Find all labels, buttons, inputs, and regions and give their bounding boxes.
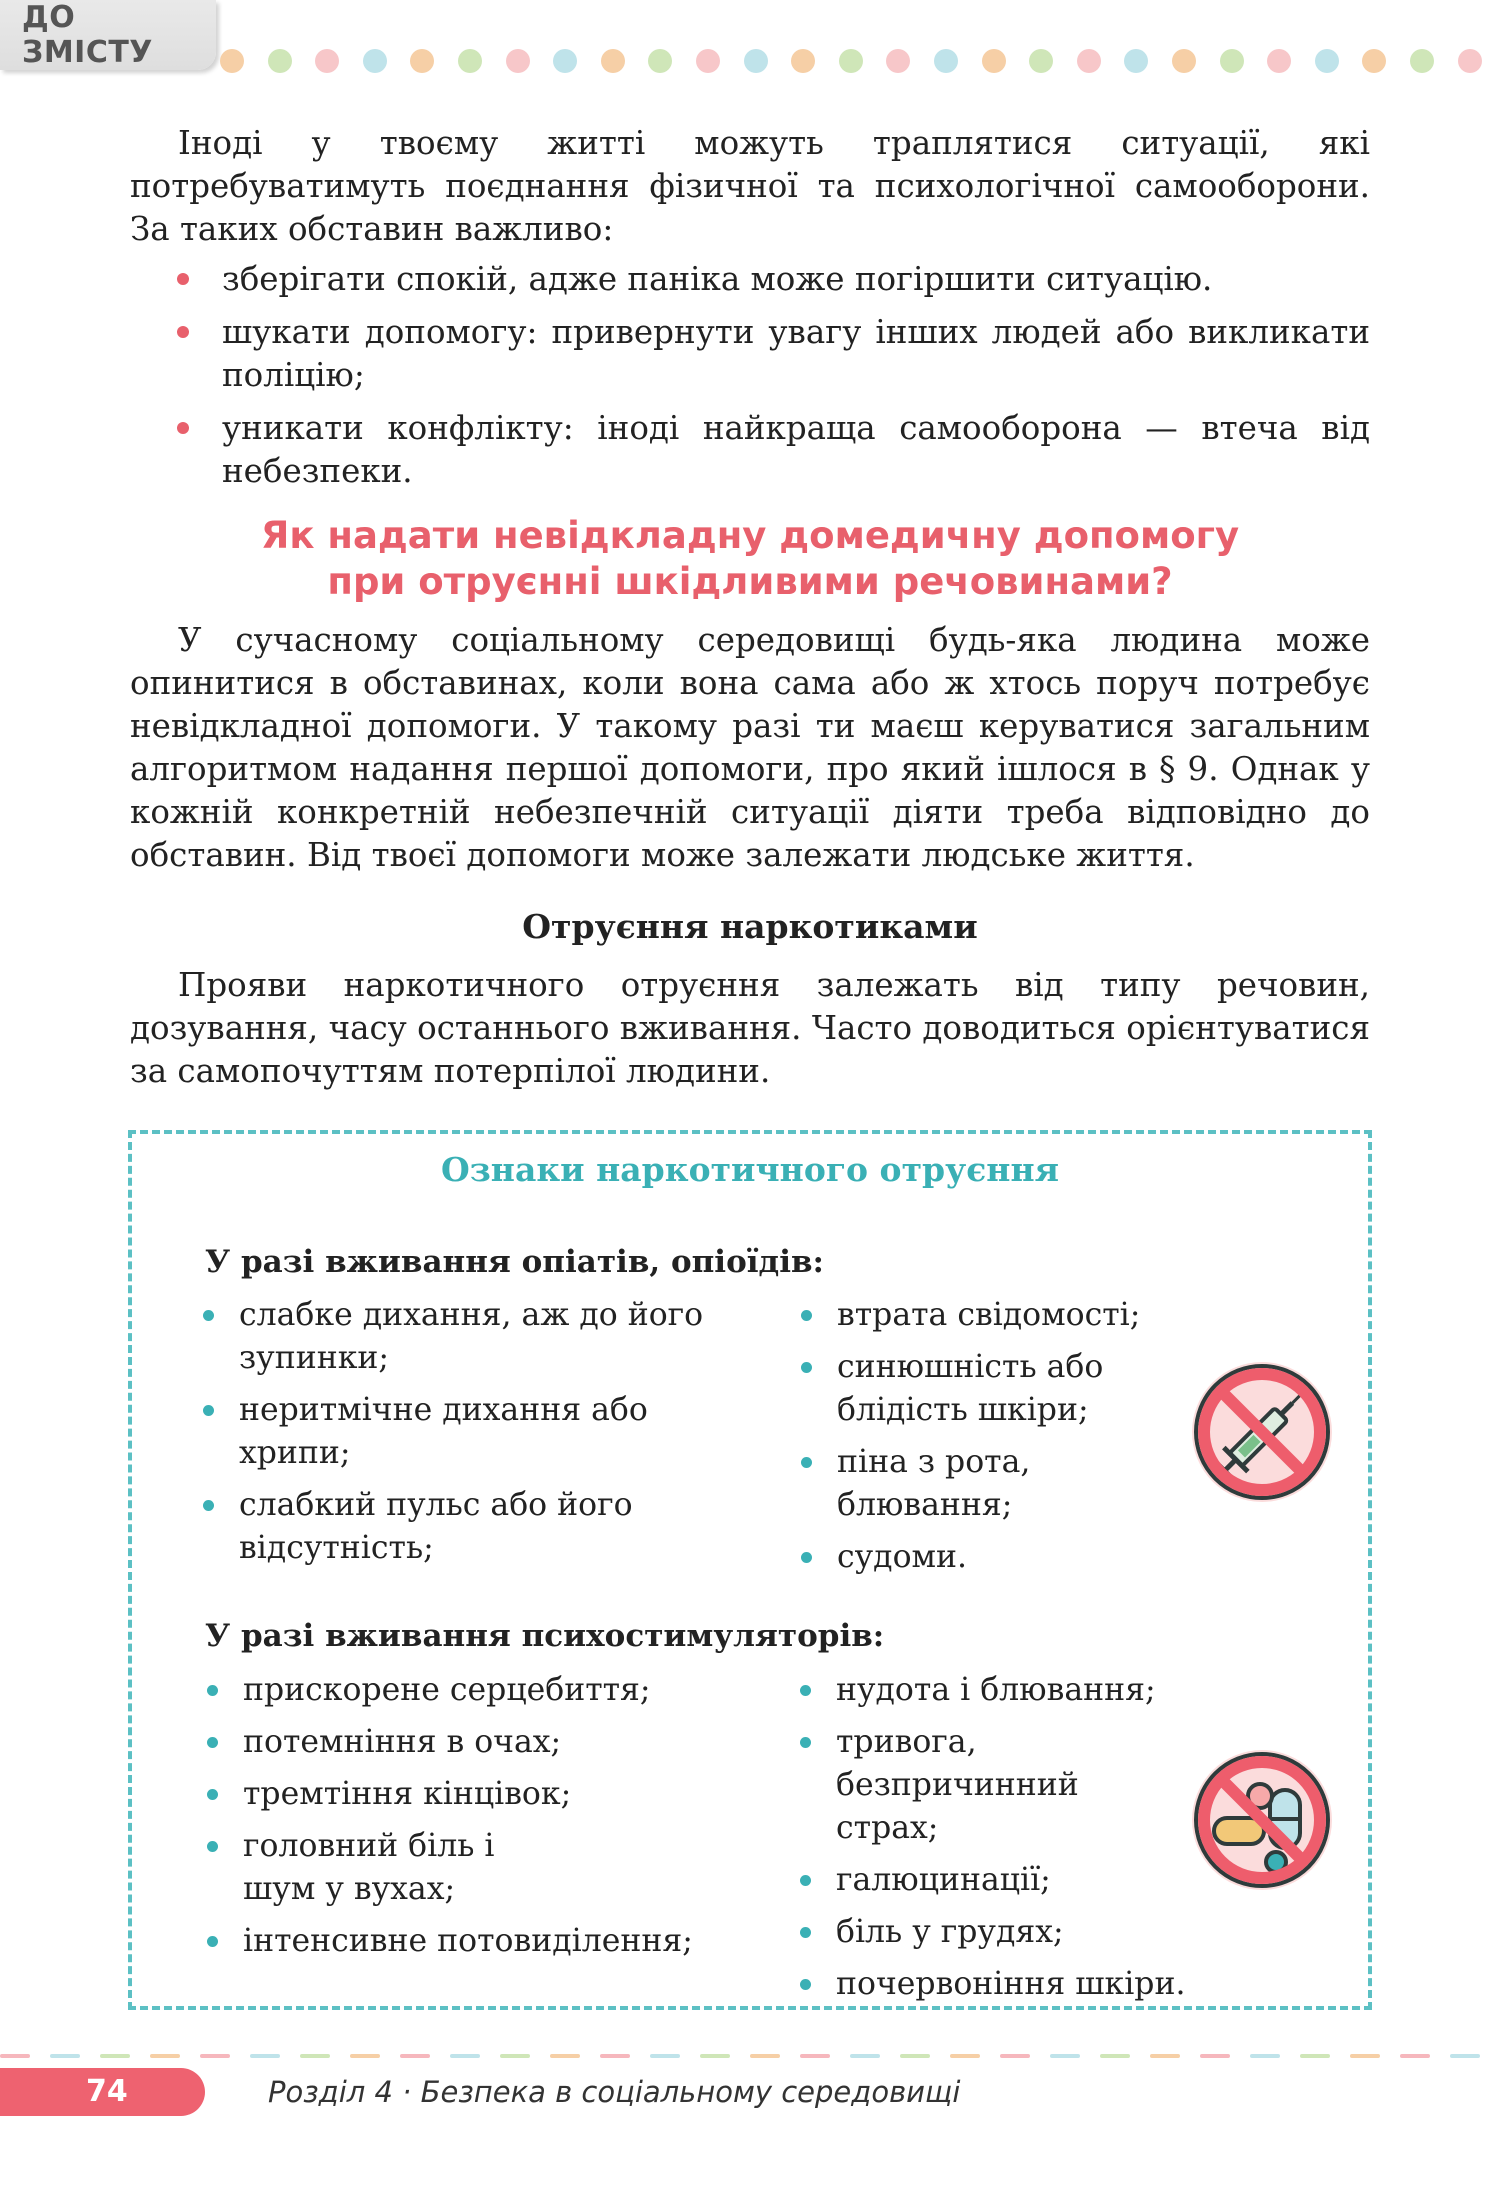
decorative-dash	[500, 2054, 530, 2058]
bullet-icon	[800, 1685, 811, 1696]
decorative-dash	[650, 2054, 680, 2058]
decorative-dash	[1450, 2054, 1480, 2058]
bullet-icon	[177, 273, 189, 285]
decorative-dash	[1350, 2054, 1380, 2058]
decorative-dash	[750, 2054, 780, 2058]
bullet-icon	[801, 1552, 812, 1563]
decorative-dot	[1029, 49, 1053, 73]
poisoning-subheading: Отруєння наркотиками	[522, 907, 978, 946]
decorative-dash	[1000, 2054, 1030, 2058]
no-syringe-icon	[1186, 1356, 1338, 1512]
list-item: втрата свідомості;	[801, 1294, 1201, 1337]
list-item: нудота і блювання;	[800, 1669, 1200, 1712]
list-item: піна з рота, блювання;	[801, 1441, 1201, 1527]
decorative-dash	[400, 2054, 430, 2058]
decorative-dash	[700, 2054, 730, 2058]
decorative-dash	[1100, 2054, 1130, 2058]
bullet-icon	[801, 1310, 812, 1321]
decorative-dash	[1400, 2054, 1430, 2058]
intro-bullet-list	[130, 258, 1370, 503]
list-item: зберігати спокій, адже паніка може погіршити ситуацію.	[130, 258, 1370, 301]
decorative-dot	[934, 49, 958, 73]
decorative-dash	[200, 2054, 230, 2058]
chapter-title: Розділ 4 · Безпека в соціальному середовищі	[268, 2075, 961, 2109]
decorative-dot	[1362, 49, 1386, 73]
decorative-dot	[791, 49, 815, 73]
decorative-dot	[696, 49, 720, 73]
decorative-dot	[1458, 49, 1482, 73]
decorative-dash	[250, 2054, 280, 2058]
list-item: тривога, безпричинний страх;	[800, 1721, 1200, 1850]
decorative-dot	[1172, 49, 1196, 73]
list-item: уникати конфлікту: іноді найкраща самооборона — втеча від небезпеки.	[130, 407, 1370, 493]
bullet-icon	[801, 1362, 812, 1373]
intro-paragraph: Іноді у твоєму житті можуть траплятися ситуації, які потребуватимуть поєднання фізичної та психологічної самооборони. За таких обставин важливо:	[130, 124, 1370, 248]
list-item: судоми.	[801, 1536, 1201, 1579]
decorative-dot	[1267, 49, 1291, 73]
list-item: слабкий пульс або його відсутність;	[203, 1484, 743, 1570]
list-item: почервоніння шкіри.	[800, 1963, 1200, 2006]
decorative-dash	[350, 2054, 380, 2058]
back-to-contents-button[interactable]: ДО ЗМІСТУ	[0, 0, 216, 70]
opiates-group-title: У разі вживання опіатів, опіоїдів:	[205, 1244, 824, 1280]
decorative-dash	[950, 2054, 980, 2058]
decorative-dash	[50, 2054, 80, 2058]
bullet-icon	[800, 1979, 811, 1990]
list-item: тремтіння кінцівок;	[207, 1773, 727, 1816]
bullet-icon	[207, 1737, 218, 1748]
list-item: галюцинації;	[800, 1859, 1200, 1902]
decorative-dot	[982, 49, 1006, 73]
decorative-dot	[1315, 49, 1339, 73]
decorative-dash	[1150, 2054, 1180, 2058]
section-heading: Як надати невідкладну домедичну допомогу при отруєнні шкідливими речовинами?	[260, 514, 1240, 603]
opiates-left-list	[203, 1294, 743, 1579]
decorative-dot	[220, 49, 244, 73]
bullet-icon	[203, 1500, 214, 1511]
decorative-dot	[886, 49, 910, 73]
decorative-dash	[600, 2054, 630, 2058]
decorative-dot	[315, 49, 339, 73]
bullet-icon	[800, 1927, 811, 1938]
decorative-dot	[553, 49, 577, 73]
bullet-icon	[800, 1875, 811, 1886]
list-item: неритмічне дихання або хрипи;	[203, 1389, 743, 1475]
decorative-dash	[800, 2054, 830, 2058]
bullet-icon	[203, 1405, 214, 1416]
bullet-icon	[207, 1685, 218, 1696]
decorative-dot	[839, 49, 863, 73]
decorative-dots-row	[220, 49, 1500, 75]
decorative-dot	[1124, 49, 1148, 73]
no-pills-icon	[1186, 1744, 1338, 1900]
list-item: інтенсивне потовиділення;	[207, 1920, 727, 1963]
decorative-dash	[1250, 2054, 1280, 2058]
list-item: прискорене серцебиття;	[207, 1669, 727, 1712]
stimulants-group-title: У разі вживання психостимуляторів:	[205, 1618, 885, 1654]
decorative-dash	[300, 2054, 330, 2058]
decorative-dot	[1410, 49, 1434, 73]
decorative-dash	[900, 2054, 930, 2058]
bullet-icon	[207, 1841, 218, 1852]
bullet-icon	[801, 1457, 812, 1468]
decorative-dash	[450, 2054, 480, 2058]
list-item: синюшність або блідість шкіри;	[801, 1346, 1201, 1432]
decorative-dash	[1200, 2054, 1230, 2058]
decorative-dash	[0, 2054, 30, 2058]
decorative-dash	[850, 2054, 880, 2058]
decorative-dot	[458, 49, 482, 73]
decorative-dash	[1300, 2054, 1330, 2058]
decorative-dot	[363, 49, 387, 73]
decorative-dash	[550, 2054, 580, 2058]
list-item: головний біль і шум у вухах;	[207, 1825, 727, 1911]
decorative-dot	[268, 49, 292, 73]
decorative-dot	[410, 49, 434, 73]
decorative-dot	[601, 49, 625, 73]
page-number: 74	[0, 2068, 205, 2116]
stimulants-right-list	[800, 1669, 1200, 2015]
bullet-icon	[177, 422, 189, 434]
bullet-icon	[177, 326, 189, 338]
list-item: потемніння в очах;	[207, 1721, 727, 1764]
list-item: слабке дихання, аж до його зупинки;	[203, 1294, 743, 1380]
decorative-dot	[1077, 49, 1101, 73]
bullet-icon	[207, 1789, 218, 1800]
stimulants-left-list	[207, 1669, 727, 1972]
decorative-dashes-row	[0, 2054, 1500, 2060]
section-paragraph: У сучасному соціальному середовищі будь-яка людина може опинитися в обставинах, коли вона сама або ж хтось поруч потребує невідкладної допомоги. У такому разі ти маєш керуватися загальним алгоритмом надання першої допомоги, про який ішлося в § 9. Однак у кожній конкретній небезпечній ситуації діяти треба відповідно до обставин. Від твоєї допомоги може залежати людське життя.	[130, 621, 1370, 874]
poisoning-paragraph: Прояви наркотичного отруєння залежать від типу речовин, дозування, часу останнього вживання. Часто доводиться орієнтуватися за самопочуттям потерпілої людини.	[130, 966, 1370, 1090]
decorative-dot	[648, 49, 672, 73]
bullet-icon	[800, 1737, 811, 1748]
symptoms-box-title: Ознаки наркотичного отруєння	[441, 1150, 1059, 1189]
decorative-dot	[1220, 49, 1244, 73]
decorative-dot	[506, 49, 530, 73]
list-item: біль у грудях;	[800, 1911, 1200, 1954]
bullet-icon	[207, 1936, 218, 1947]
list-item: шукати допомогу: привернути увагу інших людей або викликати поліцію;	[130, 311, 1370, 397]
bullet-icon	[203, 1310, 214, 1321]
decorative-dash	[1050, 2054, 1080, 2058]
decorative-dash	[150, 2054, 180, 2058]
decorative-dot	[744, 49, 768, 73]
decorative-dash	[100, 2054, 130, 2058]
opiates-right-list	[801, 1294, 1201, 1588]
